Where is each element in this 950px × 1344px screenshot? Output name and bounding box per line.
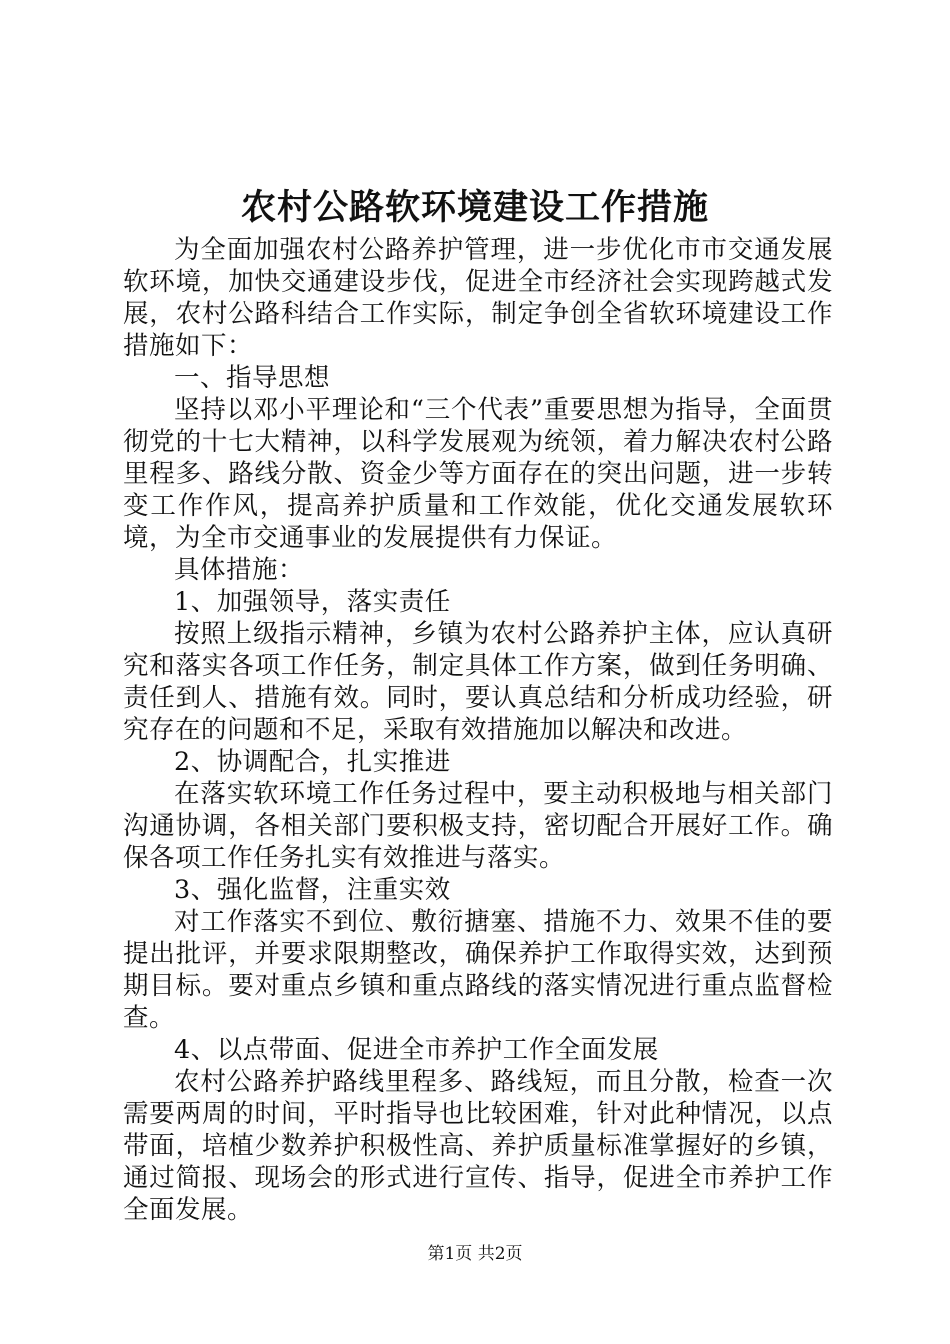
measure-paragraph-2: 在落实软环境工作任务过程中，要主动积极地与相关部门沟通协调，各相关部门要积极支持，密切配合开展好工作。确保各项工作任务扎实有效推进与落实。 bbox=[123, 779, 833, 873]
document-body bbox=[123, 234, 833, 1226]
measure-heading-4: 4、以点带面、促进全市养护工作全面发展 bbox=[174, 1035, 659, 1065]
measure-paragraph-3: 对工作落实不到位、敷衍搪塞、措施不力、效果不佳的要提出批评，并要求限期整改，确保养护工作取得实效，达到预期目标。要对重点乡镇和重点路线的落实情况进行重点监督检查。 bbox=[123, 907, 833, 1033]
measure-paragraph-1: 按照上级指示精神，乡镇为农村公路养护主体，应认真研究和落实各项工作任务，制定具体工作方案，做到任务明确、责任到人、措施有效。同时，要认真总结和分析成功经验，研究存在的问题和不足，采取有效措施加以解决和改进。 bbox=[123, 619, 833, 745]
page-number-footer: 第1页 共2页 bbox=[427, 1244, 523, 1264]
intro-paragraph: 为全面加强农村公路养护管理，进一步优化市市交通发展软环境，加快交通建设步伐，促进全市经济社会实现跨越式发展，农村公路科结合工作实际，制定争创全省软环境建设工作措施如下： bbox=[123, 235, 833, 361]
measure-heading-2: 2、协调配合，扎实推进 bbox=[174, 747, 451, 777]
guiding-thought-paragraph: 坚持以邓小平理论和“三个代表”重要思想为指导，全面贯彻党的十七大精神，以科学发展观为统领，着力解决农村公路里程多、路线分散、资金少等方面存在的突出问题，进一步转变工作作风，提高养护质量和工作效能，优化交通发展软环境，为全市交通事业的发展提供有力保证。 bbox=[123, 395, 833, 553]
section-heading-guiding-thought: 一、指导思想 bbox=[174, 363, 331, 393]
section-heading-specific-measures: 具体措施： bbox=[174, 555, 305, 585]
measure-paragraph-4: 农村公路养护路线里程多、路线短，而且分散，检查一次需要两周的时间，平时指导也比较困难，针对此种情况，以点带面，培植少数养护积极性高、养护质量标准掌握好的乡镇，通过简报、现场会的形式进行宣传、指导，促进全市养护工作全面发展。 bbox=[123, 1067, 833, 1225]
measure-heading-3: 3、强化监督，注重实效 bbox=[174, 875, 451, 905]
measure-heading-1: 1、加强领导，落实责任 bbox=[174, 587, 451, 617]
document-title: 农村公路软环境建设工作措施 bbox=[240, 187, 709, 228]
